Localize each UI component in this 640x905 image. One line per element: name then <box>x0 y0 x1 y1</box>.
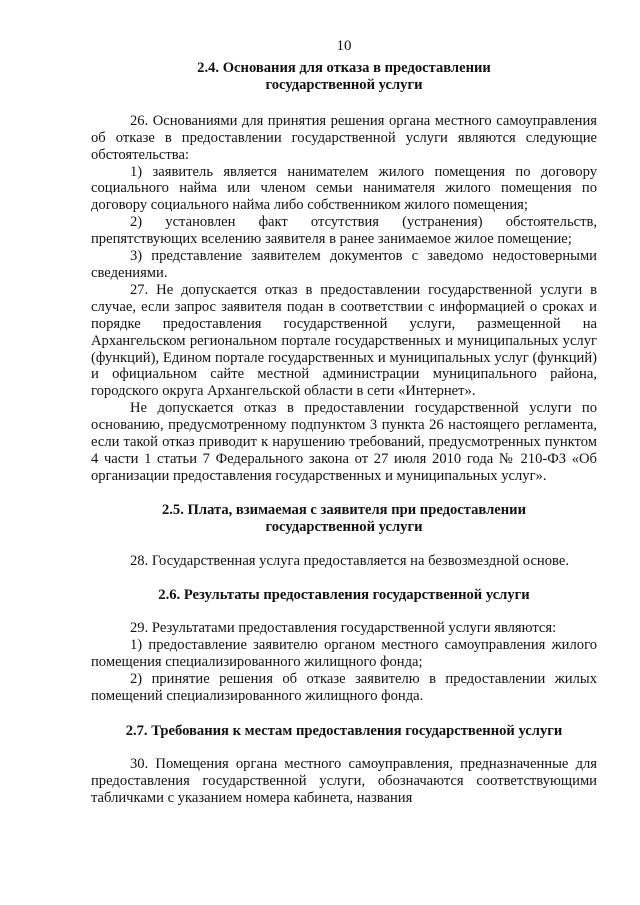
section-body-2-7 <box>91 756 597 807</box>
section-body-2-6 <box>91 620 597 705</box>
section-body-2-5 <box>91 553 597 570</box>
section-heading-2-4 <box>91 60 597 94</box>
section-heading-2-5 <box>91 502 597 536</box>
section-heading-2-7 <box>91 723 597 740</box>
section-body-2-4 <box>91 113 597 485</box>
heading-line: 2.4. Основания для отказа в предоставлении <box>197 60 491 76</box>
heading-line: государственной услуги <box>265 518 423 535</box>
list-item-26-2: 2) установлен факт отсутствия (устранения) обстоятельств, препятствующих вселению заявителя в ранее занимаемое жилое помещение; <box>91 214 597 248</box>
paragraph-27: 27. Не допускается отказ в предоставлении государственной услуги в случае, если запрос заявителя подан в соответствии с информацией о сроках и порядке предоставления государственной услуги, размещенной на Архангельском региональном портале государственных и муниципальных услуг (функций), Едином портале государственных и муниципальных услуг (функций) и официальном сайте местной администрации муниципального района, городского округа Архангельской области в сети «Интернет». <box>91 281 597 400</box>
paragraph-27-continued: Не допускается отказ в предоставлении государственной услуги по основанию, предусмотренному подпунктом 3 пункта 26 настоящего регламента, если такой отказ приводит к нарушению требований, предусмотренных пунктом 4 части 1 статьи 7 Федерального закона от 27 июля 2010 года № 210-ФЗ «Об организации предоставления государственных и муниципальных услуг». <box>91 400 597 484</box>
paragraph-29: 29. Результатами предоставления государственной услуги являются: <box>130 620 557 637</box>
page-number: 10 <box>336 38 352 54</box>
heading-line: 2.5. Плата, взимаемая с заявителя при предоставлении <box>161 501 526 518</box>
heading-line: государственной услуги <box>265 76 423 93</box>
list-item-26-3: 3) представление заявителем документов с заведомо недостоверными сведениями. <box>91 248 597 281</box>
document-content <box>91 60 597 807</box>
paragraph-28: 28. Государственная услуга предоставляется на безвозмездной основе. <box>130 552 569 569</box>
list-item-26-1: 1) заявитель является нанимателем жилого помещения по договору социального найма или членом семьи нанимателя жилого помещения по договору социального найма либо собственником жилого помещения; <box>91 163 597 214</box>
paragraph-30: 30. Помещения органа местного самоуправления, предназначенные для предоставления государственной услуги, обозначаются соответствующими табличками с указанием номера кабинета, названия <box>91 755 597 806</box>
paragraph-26: 26. Основаниями для принятия решения органа местного самоуправления об отказе в предоставлении государственной услуги являются следующие обстоятельства: <box>91 112 597 163</box>
heading-line: 2.6. Результаты предоставления государственной услуги <box>158 587 530 604</box>
list-item-29-2: 2) принятие решения об отказе заявителю в предоставлении жилых помещений специализированного жилищного фонда. <box>91 671 597 704</box>
section-heading-2-6 <box>91 587 597 604</box>
heading-line: 2.7. Требования к местам предоставления государственной услуги <box>125 722 563 739</box>
list-item-29-1: 1) предоставление заявителю органом местного самоуправления жилого помещения специализированного жилищного фонда; <box>91 637 597 671</box>
